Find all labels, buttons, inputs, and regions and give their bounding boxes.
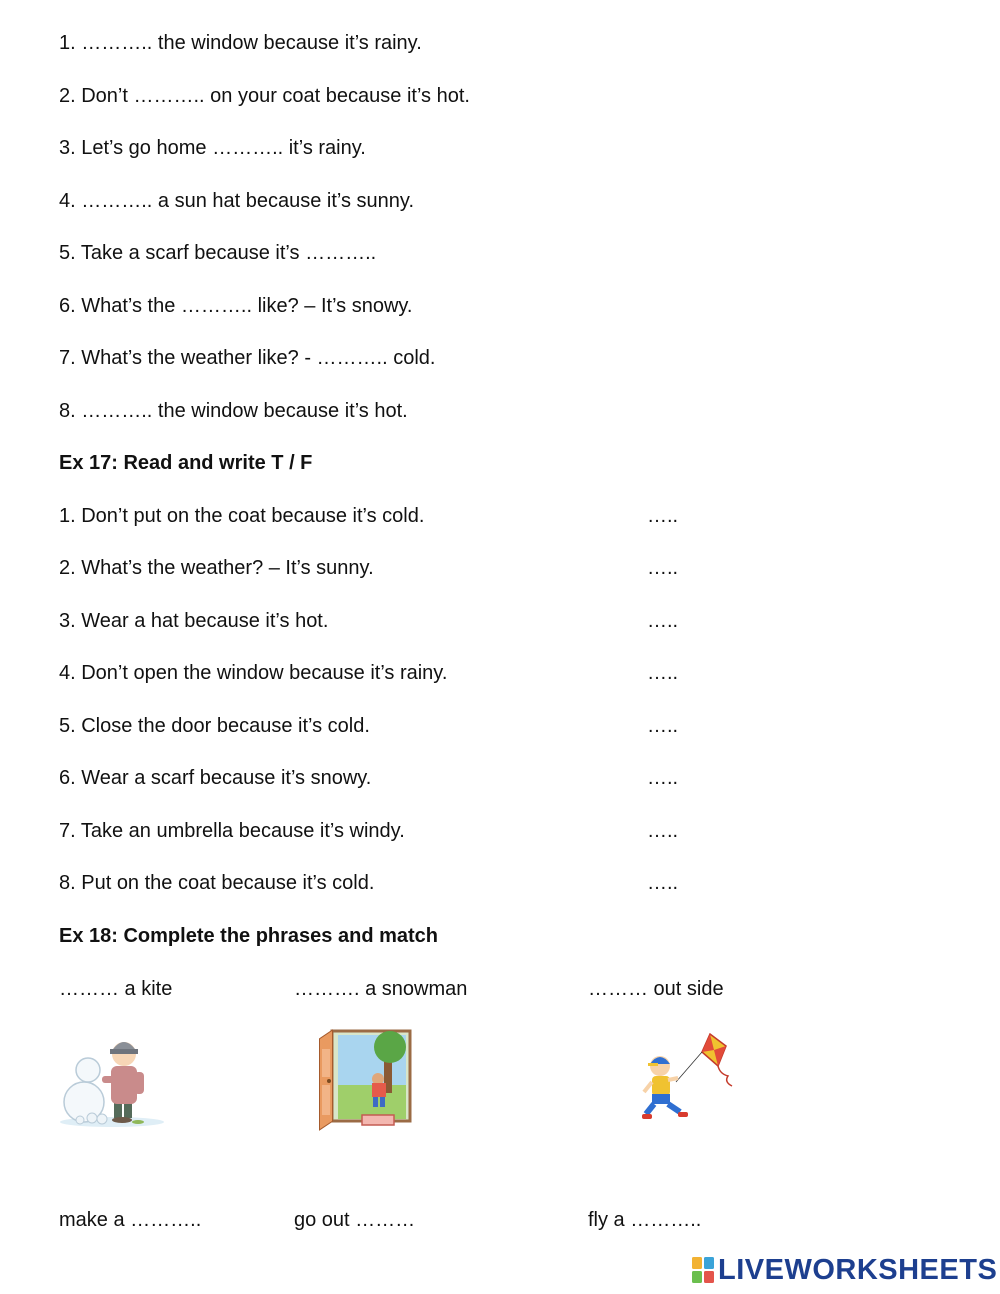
ex17-answer-blank-5[interactable]: ….. — [647, 715, 679, 737]
ex16-item-8: 8. ……….. the window because it’s hot. — [59, 400, 408, 422]
open-door-image[interactable] — [318, 1025, 416, 1131]
ex17-answer-blank-7[interactable]: ….. — [647, 820, 679, 842]
ex17-answer-blank-4[interactable]: ….. — [647, 662, 679, 684]
ex18-phrase-bottom-1[interactable]: make a ……….. — [59, 1209, 202, 1231]
ex17-item-3: 3. Wear a hat because it’s hot. — [59, 610, 329, 632]
ex17-item-6: 6. Wear a scarf because it’s snowy. — [59, 767, 372, 789]
ex18-phrase-top-2[interactable]: ………. a snowman — [294, 978, 468, 1000]
liveworksheets-logo — [692, 1254, 998, 1286]
ex17-answer-blank-2[interactable]: ….. — [647, 557, 679, 579]
ex17-answer-blank-8[interactable]: ….. — [647, 872, 679, 894]
ex16-item-6: 6. What’s the ……….. like? – It’s snowy. — [59, 295, 413, 317]
ex16-item-3: 3. Let’s go home ……….. it’s rainy. — [59, 137, 366, 159]
ex18-phrase-bottom-3[interactable]: fly a ……….. — [588, 1209, 702, 1231]
kite-boy-image[interactable] — [640, 1030, 740, 1130]
ex17-answer-blank-6[interactable]: ….. — [647, 767, 679, 789]
ex18-phrase-top-3[interactable]: ……… out side — [588, 978, 724, 1000]
ex17-heading: Ex 17: Read and write T / F — [59, 452, 313, 474]
ex17-answer-blank-3[interactable]: ….. — [647, 610, 679, 632]
ex17-item-7: 7. Take an umbrella because it’s windy. — [59, 820, 405, 842]
ex16-item-1: 1. ……….. the window because it’s rainy. — [59, 32, 422, 54]
ex17-item-4: 4. Don’t open the window because it’s rainy. — [59, 662, 448, 684]
ex16-item-4: 4. ……….. a sun hat because it’s sunny. — [59, 190, 414, 212]
ex17-answer-blank-1[interactable]: ….. — [647, 505, 679, 527]
ex16-item-2: 2. Don’t ……….. on your coat because it’s hot. — [59, 85, 470, 107]
logo-text: LIVEWORKSHEETS — [718, 1254, 998, 1286]
ex17-item-1: 1. Don’t put on the coat because it’s cold. — [59, 505, 425, 527]
ex17-item-8: 8. Put on the coat because it’s cold. — [59, 872, 375, 894]
ex18-heading: Ex 18: Complete the phrases and match — [59, 925, 439, 947]
snowman-boy-image[interactable] — [56, 1030, 168, 1130]
ex17-item-2: 2. What’s the weather? – It’s sunny. — [59, 557, 374, 579]
ex18-phrase-top-1[interactable]: ……… a kite — [59, 978, 173, 1000]
ex16-item-5: 5. Take a scarf because it’s ……….. — [59, 242, 377, 264]
ex17-item-5: 5. Close the door because it’s cold. — [59, 715, 370, 737]
logo-blocks-icon — [692, 1257, 714, 1283]
ex16-item-7: 7. What’s the weather like? - ……….. cold. — [59, 347, 436, 369]
ex18-phrase-bottom-2[interactable]: go out ……… — [294, 1209, 416, 1231]
